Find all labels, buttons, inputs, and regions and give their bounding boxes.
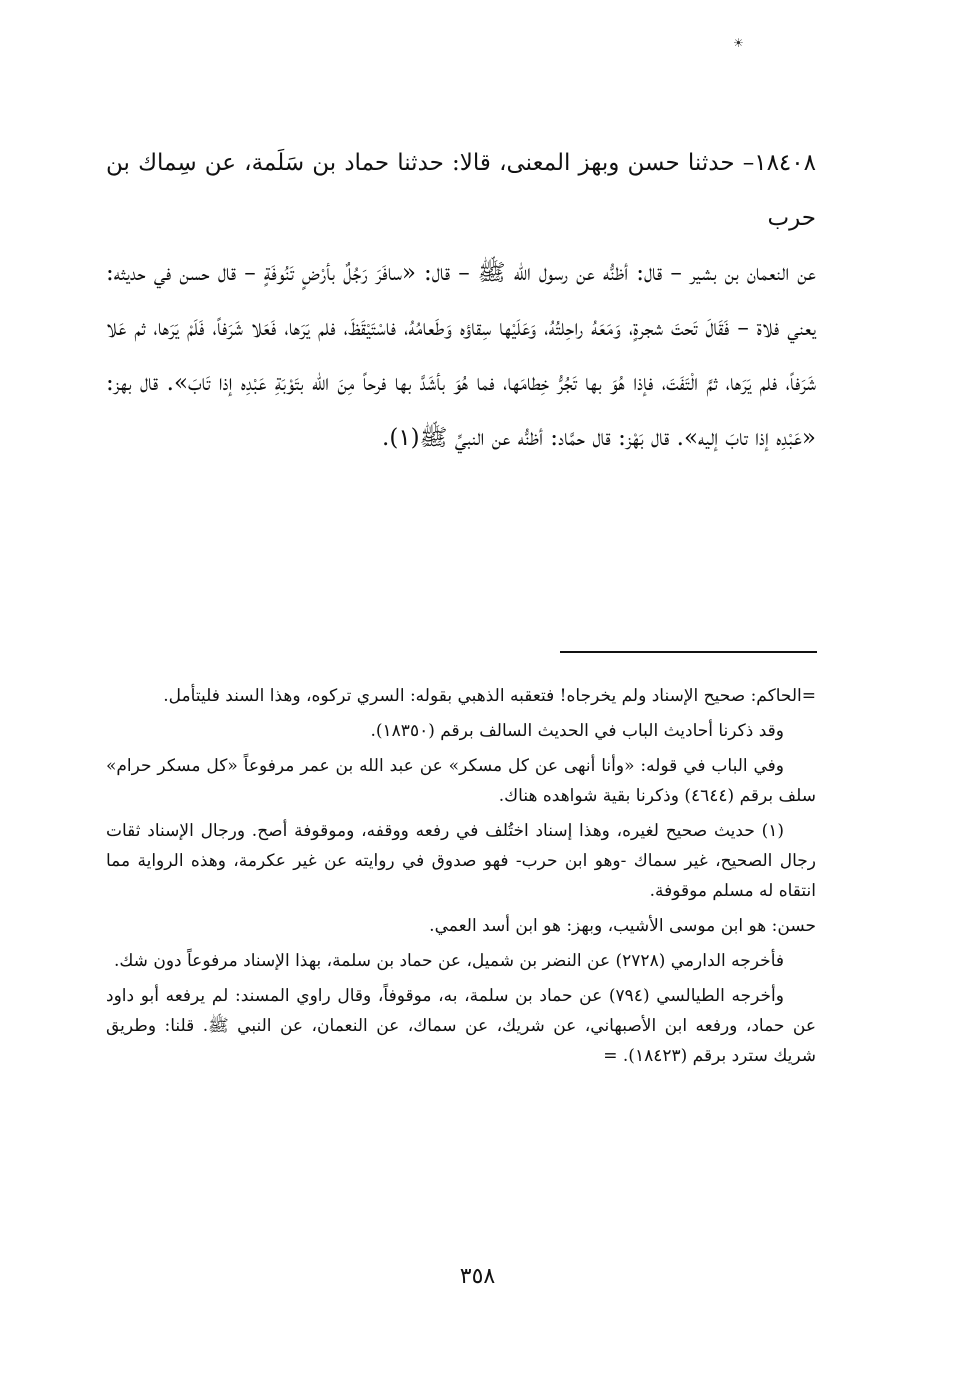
footnote-paragraph: وقد ذكرنا أحاديث الباب في الحديث السالف برقم (١٨٣٥٠).: [370, 721, 784, 741]
footnote-paragraph: وأخرجه الطيالسي (٧٩٤) عن حماد بن سلمة، به، موقوفاً، وقال راوي المسند: لم يرفعه أبو داود عن حماد، ورفعه ابن الأصبهاني، عن شريك، عن سماك، عن النعمان، عن النبي ﷺ. قلنا: وطريق شريك سترد برقم (١٨٤٢٣). =: [106, 986, 816, 1066]
footnotes: [106, 681, 816, 1076]
footnote-divider: [560, 651, 817, 653]
hadith-header: [106, 136, 816, 246]
page-number: ٣٥٨: [459, 1264, 496, 1289]
footnote-paragraph: حسن: هو ابن موسى الأشيب، وبهز: هو ابن أسد العمي.: [429, 916, 816, 936]
corner-mark-icon: ☀: [733, 36, 744, 50]
hadith-text: عن النعمان بن بشير – قال: أظنُّه عن رسول الله ﷺ – قال: «سافَرَ رَجُلٌ بأرْضٍ تَنُوفَةٍ – قال حسن في حديثه: يعني فلاة – فَقَالَ تَحتَ شجرةٍ، وَمَعَهُ راحِلتُهُ، وَعَلَيْها سِقاؤه وَطَعامُهُ، فاسْتَيْقَظَ، فلم يَرَها، فَعَلا شَرَفاً، فَلَمْ يَرَها، ثم عَلا شَرَفاً، فلم يَرَها، ثمَّ الْتَفَتَ، فإذا هُوَ بها تَجُرُّ خِطامَها، فما هُوَ بأشَدَّ بها فرحاً مِنَ الله بتَوْبَةِ عَبْدِه إذا تَابَ». قال بهز: «عَبْدِه إذا تابَ إليه». قال بَهْز: قال حمَّاد: أظنُّه عن النبيِّ ﷺ(١).: [106, 260, 816, 451]
footnote-paragraph: فأخرجه الدارمي (٢٧٢٨) عن النضر بن شميل، عن حماد بن سلمة، بهذا الإسناد مرفوعاً دون شك.: [113, 951, 784, 971]
hadith-body: [106, 246, 816, 466]
footnote-1: (١) حديث صحيح لغيره، وهذا إسناد اختُلف في رفعه ووقفه، وموقوفة أصح. ورجال الإسناد ثقات رجال الصحيح، غير سماك -وهو ابن حرب- فهو صدوق في روايته عن غير عكرمة، وهذه الرواية مما انتقاه له مسلم موقوفة.: [106, 821, 816, 901]
footnote-paragraph: وفي الباب في قوله: «وأنا أنهى عن كل مسكر» عن عبد الله بن عمر مرفوعاً «كل مسكر حرام» سلف برقم (٤٦٤٤) وذكرنا بقية شواهده هناك.: [106, 756, 816, 806]
footnote-continuation: =الحاكم: صحيح الإسناد ولم يخرجاه! فتعقبه الذهبي بقوله: السري تركوه، وهذا السند فليتأمل.: [163, 686, 816, 706]
hadith-number-and-chain: ١٨٤٠٨– حدثنا حسن وبهز المعنى، قالا: حدثنا حماد بن سَلَمة، عن سِماك بن حرب: [106, 150, 816, 231]
